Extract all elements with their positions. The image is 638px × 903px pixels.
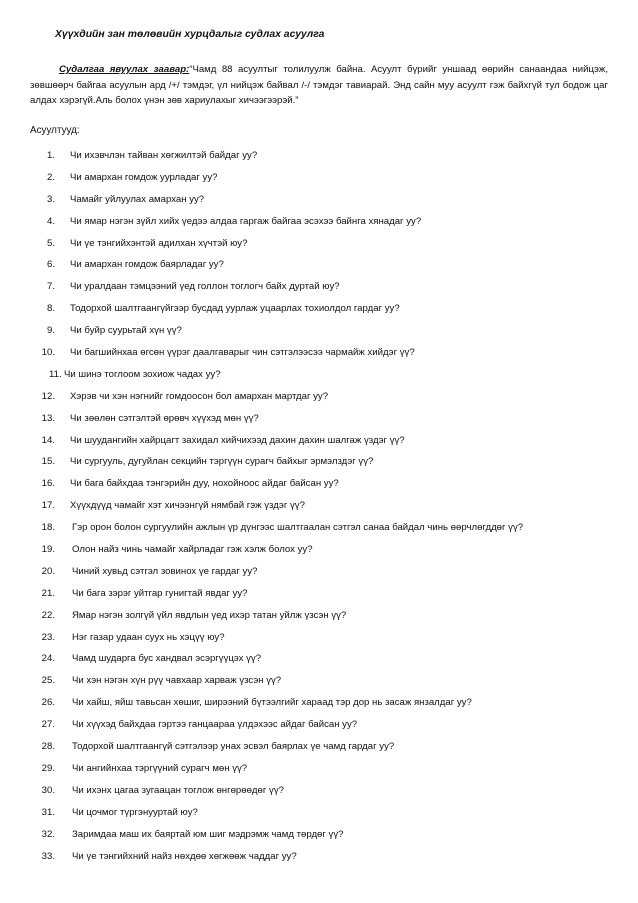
question-text: Чи сургууль, дугуйлан секцийн тэргүүн сурагч байхыг эрмэлздэг үү? (70, 456, 374, 468)
question-text: Чи багшийнхаа өгсөн үүрэг даалгаварыг чин сэтгэлээсээ чармайж хийдэг үү? (70, 347, 415, 359)
question-list (0, 150, 638, 872)
question-number: 29. (41, 762, 55, 774)
question-number: 25. (41, 675, 55, 687)
question-number: 3. (46, 193, 55, 205)
question-number: 2. (46, 171, 55, 183)
question-number: 12. (41, 390, 55, 402)
question-text: Чи амархан гомдож уурладаг уу? (70, 171, 218, 183)
question-number: 16. (41, 478, 55, 490)
question-number: 20. (41, 565, 55, 577)
instructions-paragraph (30, 62, 608, 109)
question-item (0, 369, 638, 391)
question-text: Чи цочмог түргэнууртай юу? (72, 806, 198, 818)
question-number: 17. (41, 500, 55, 512)
question-item (0, 325, 638, 347)
question-item (0, 413, 638, 435)
question-item (0, 522, 638, 544)
question-number: 32. (41, 828, 55, 840)
question-text: Гэр орон болон сургуулийн ажлын үр дүнгээс шалтгаалан сэтгэл санаа байдал чинь өөрчлөгддөг үү? (72, 522, 524, 534)
question-item (0, 172, 638, 194)
question-number: 5. (46, 237, 55, 249)
question-number: 10. (41, 347, 55, 359)
question-number: 26. (41, 697, 55, 709)
question-text: Чиний хувьд сэтгэл зовинох үе гардаг уу? (72, 565, 258, 577)
question-item (0, 566, 638, 588)
questions-heading: Асуултууд: (30, 125, 80, 136)
question-text: Чи шуудангийн хайрцагт захидал хийчихээд дахин дахин шалгаж үздэг үү? (70, 434, 405, 446)
question-text: Тодорхой шалтгаангүй сэтгэлээр унах эсвэл баярлах үе чамд гардаг уу? (72, 741, 395, 753)
question-item (0, 150, 638, 172)
question-item (0, 697, 638, 719)
question-item (0, 347, 638, 369)
question-item (0, 829, 638, 851)
question-text: Чи үе тэнгийхэнтэй адилхан хүчтэй юу? (70, 237, 248, 249)
question-text: Хэрэв чи хэн нэгнийг гомдоосон бол амархан мартдаг уу? (70, 390, 329, 402)
question-item (0, 785, 638, 807)
question-number: 15. (41, 456, 55, 468)
question-item (0, 391, 638, 413)
question-text: Ямар нэгэн золгүй үйл явдлын үед ихэр татан уйлж үзсэн үү? (72, 609, 347, 621)
question-number: 18. (41, 522, 55, 534)
question-item (0, 435, 638, 457)
question-number: 4. (46, 215, 55, 227)
question-item (0, 632, 638, 654)
question-number: 14. (41, 434, 55, 446)
question-number: 23. (41, 631, 55, 643)
question-number: 27. (41, 719, 55, 731)
question-item (0, 719, 638, 741)
instructions-label: Судалгаа явуулах заавар: (59, 64, 190, 75)
question-text: Чи бага байхдаа тэнгэрийн дуу, нохойноос айдаг байсан уу? (70, 478, 339, 490)
question-number: 21. (41, 587, 55, 599)
question-text: Олон найз чинь чамайг хайрладаг гэж хэлж болох уу? (72, 544, 313, 556)
question-text: Чи үе тэнгийхний найз нөхдөө хөгжөөж чаддаг уу? (72, 850, 297, 862)
document-title: Хүүхдийн зан төлөвийн хурцдалыг судлах асуулга (55, 29, 325, 40)
question-item (0, 851, 638, 873)
question-number: 22. (41, 609, 55, 621)
question-item (0, 544, 638, 566)
question-item (0, 216, 638, 238)
question-text: Чи уралдаан тэмцээний үед голлон тоглогч байх дуртай юу? (70, 281, 340, 293)
question-text: Тодорхой шалтгаангүйгээр бусдад уурлаж уцаарлах тохиолдол гардаг уу? (70, 303, 400, 315)
question-text: Чи хайш, яйш тавьсан хөшиг, ширээний бүтээлгийг хараад тэр дор нь засаж янзалдаг уу? (72, 697, 472, 709)
question-text: Чамд шударга бус хандвал эсэргүүцэх үү? (72, 653, 262, 665)
question-item (0, 610, 638, 632)
question-text: Чи ямар нэгэн зүйл хийх үедээ алдаа гаргаж байгаа эсэхээ байнга хянадаг уу? (70, 215, 422, 227)
question-text: Нэг газар удаан суух нь хэцүү юу? (72, 631, 225, 643)
question-number: 6. (46, 259, 55, 271)
question-text: Чи амархан гомдож баярладаг уу? (70, 259, 224, 271)
question-number: 19. (41, 544, 55, 556)
question-item (0, 238, 638, 260)
question-number: 7. (46, 281, 55, 293)
question-item (0, 741, 638, 763)
question-item (0, 807, 638, 829)
question-text: Чи хүүхэд байхдаа гэртээ ганцаараа үлдэхээс айдаг байсан уу? (72, 719, 358, 731)
question-number: 30. (41, 784, 55, 796)
question-number: 24. (41, 653, 55, 665)
question-text: Чамайг уйлуулах амархан уу? (70, 193, 205, 205)
question-item (0, 653, 638, 675)
question-item (0, 763, 638, 785)
instructions-text: “Чамд 88 асуултыг толилуулж байна. Асуулт бүрийг уншаад өөрийн санаандаа нийцэж, зөвшөөрч байгаа асуулын ард /+/ тэмдэг, үл нийцэж байвал /-/ тэмдэг тавиарай. Энд сайн муу асуулт гэж байхгүй тул бодож цаг алдах хэрэгүй.Аль болох үнэн зөв хариулахыг хичээгээрэй.” (30, 64, 608, 106)
question-item (0, 194, 638, 216)
question-text: Чи буйр суурьтай хүн үү? (70, 325, 182, 337)
question-number: 8. (46, 303, 55, 315)
question-text: Чи бага зэрэг уйтгар гунигтай явдаг уу? (72, 587, 248, 599)
question-item (0, 500, 638, 522)
question-number: 31. (41, 806, 55, 818)
question-item (0, 303, 638, 325)
question-text: Чи ихэвчлэн тайван хөгжилтэй байдаг уу? (70, 150, 258, 161)
question-text: Чи ангийнхаа тэргүүний сурагч мөн үү? (72, 762, 248, 774)
question-item (0, 456, 638, 478)
question-text: Чи шинэ тоглоом зохиож чадах уу? (64, 368, 221, 380)
question-item (0, 281, 638, 303)
question-number: 33. (41, 850, 55, 862)
question-text: Чи зөөлөн сэтгэлтэй өрөвч хүүхэд мөн үү? (70, 412, 259, 424)
question-number: 11. (49, 368, 62, 380)
question-number: 1. (46, 150, 55, 161)
question-text: Чи хэн нэгэн хүн рүү чавхаар харваж үзсэн үү? (72, 675, 282, 687)
question-item (0, 675, 638, 697)
question-text: Хүүхдүүд чамайг хэт хичээнгүй нямбай гэж үздэг үү? (70, 500, 305, 512)
question-item (0, 588, 638, 610)
question-text: Заримдаа маш их баяртай юм шиг мэдрэмж чамд төрдөг үү? (72, 828, 344, 840)
question-text: Чи ихэнх цагаа зугаацан тоглож өнгөрөөдөг үү? (72, 784, 284, 796)
question-number: 13. (41, 412, 55, 424)
question-item (0, 259, 638, 281)
question-number: 28. (41, 741, 55, 753)
question-item (0, 478, 638, 500)
question-number: 9. (46, 325, 55, 337)
